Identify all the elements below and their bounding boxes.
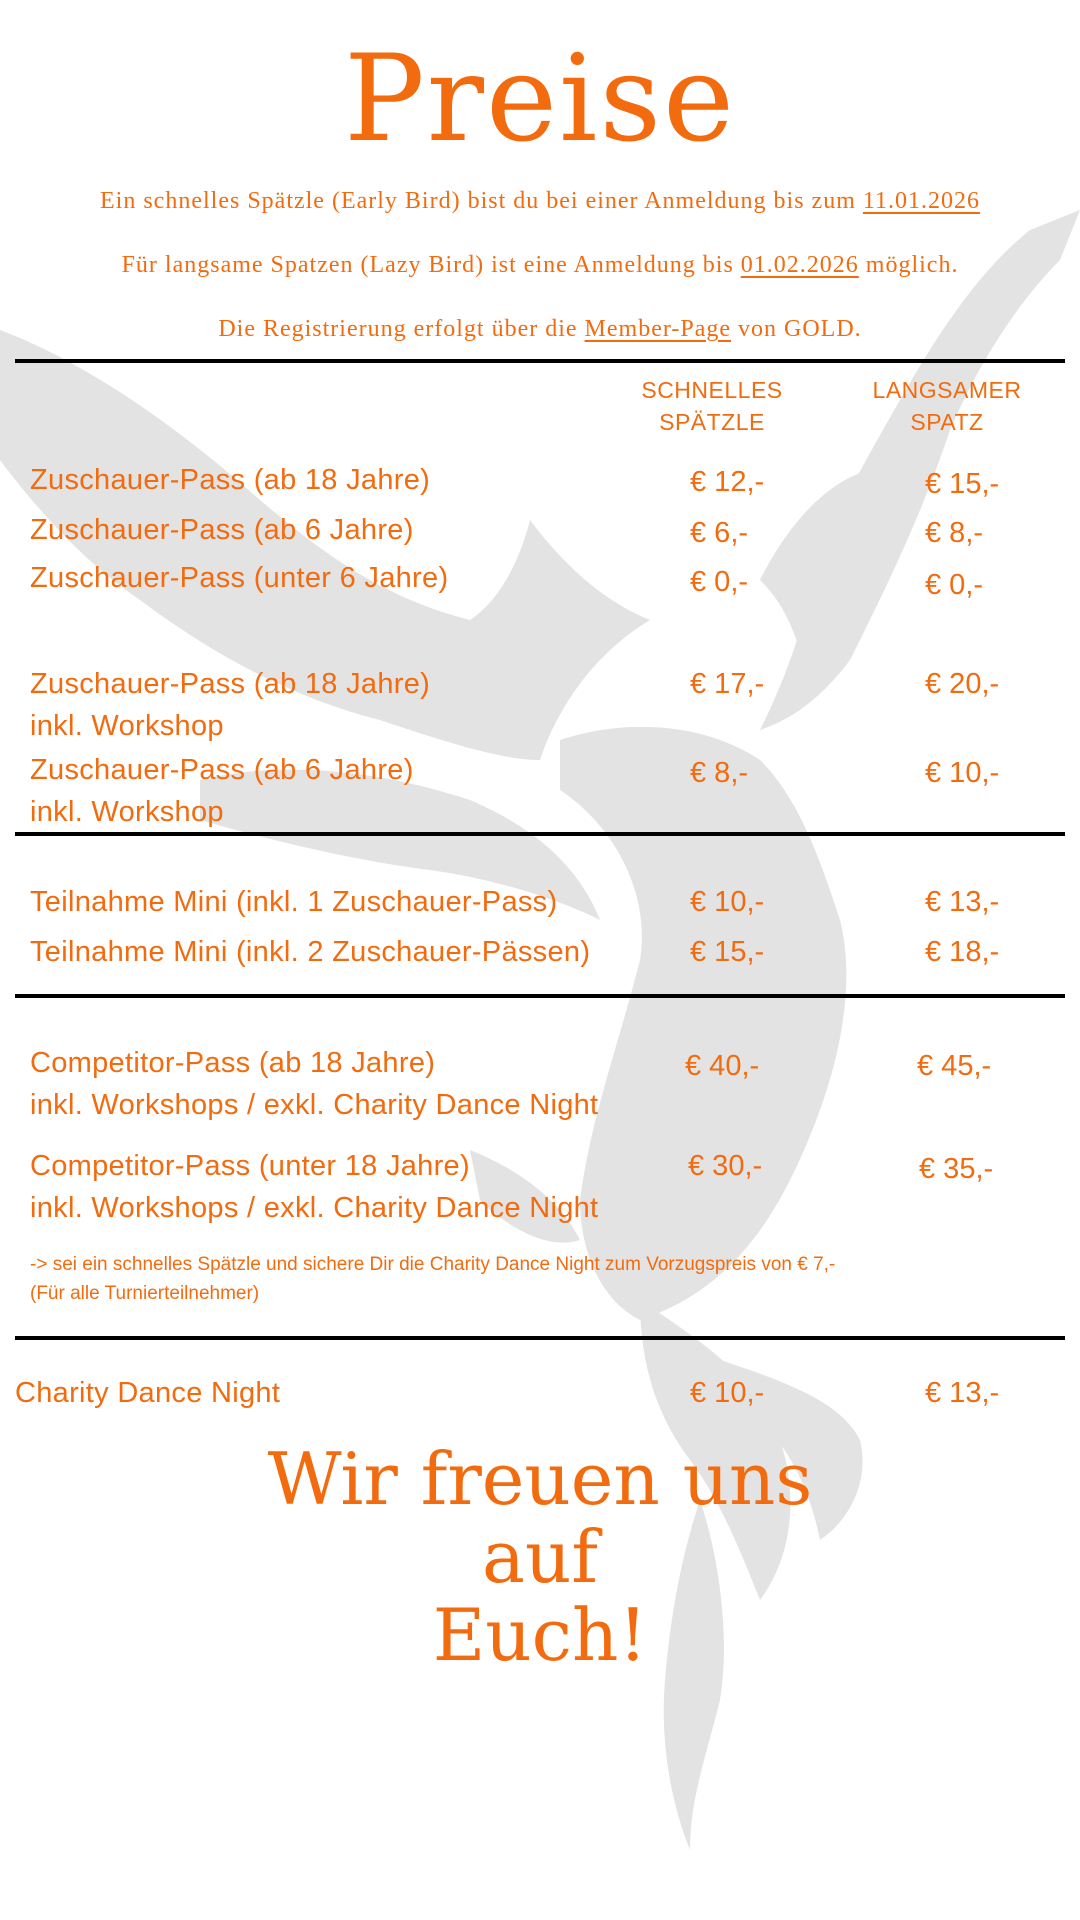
price-row-label: Zuschauer-Pass (ab 6 Jahre): [30, 514, 414, 546]
column-header-late: LANGSAMER SPATZ: [872, 377, 1022, 435]
price-row-label: Teilnahme Mini (inkl. 2 Zuschauer-Pässen): [30, 936, 591, 968]
price-early: € 17,-: [690, 668, 765, 700]
price-early: € 12,-: [690, 466, 765, 498]
price-row-label: Teilnahme Mini (inkl. 1 Zuschauer-Pass): [30, 886, 558, 918]
price-late: € 18,-: [925, 936, 1000, 968]
closing-line-1: Wir freuen uns: [267, 1437, 813, 1521]
price-early: € 6,-: [690, 517, 749, 549]
note-participants: (Für alle Turnierteilnehmer): [30, 1283, 260, 1304]
divider: [15, 1336, 1065, 1340]
price-row-sublabel: inkl. Workshop: [30, 710, 224, 742]
price-early: € 10,-: [690, 1377, 765, 1409]
price-late: € 15,-: [925, 468, 1000, 500]
price-late: € 35,-: [919, 1153, 994, 1185]
price-row-label: Zuschauer-Pass (unter 6 Jahre): [30, 562, 449, 594]
intro-early-bird: [0, 188, 1080, 215]
price-late: € 45,-: [917, 1050, 992, 1082]
price-late: € 0,-: [925, 569, 984, 601]
price-early: € 0,-: [690, 566, 749, 598]
closing-line-2: auf: [482, 1515, 598, 1599]
intro-registration-suffix: von GOLD.: [731, 316, 862, 342]
intro-lazy-bird-text: Für langsame Spatzen (Lazy Bird) ist eine Anmeldung bis: [121, 252, 741, 278]
intro-lazy-bird: [0, 252, 1080, 279]
price-late: € 8,-: [925, 517, 984, 549]
divider: [15, 832, 1065, 836]
price-late: € 13,-: [925, 886, 1000, 918]
member-page-link[interactable]: Member-Page: [584, 316, 732, 342]
price-row-label: Charity Dance Night: [15, 1377, 281, 1409]
early-bird-date: 11.01.2026: [862, 188, 980, 214]
price-row-label: Zuschauer-Pass (ab 6 Jahre): [30, 754, 414, 786]
column-header-early: SCHNELLES SPÄTZLE: [641, 377, 783, 435]
price-late: € 10,-: [925, 757, 1000, 789]
price-early: € 10,-: [690, 886, 765, 918]
price-late: € 13,-: [925, 1377, 1000, 1409]
price-early: € 30,-: [688, 1150, 763, 1182]
price-early: € 40,-: [685, 1050, 760, 1082]
divider: [15, 359, 1065, 363]
intro-registration-text: Die Registrierung erfolgt über die: [218, 316, 585, 342]
price-row-sublabel: inkl. Workshop: [30, 796, 224, 828]
price-row-label: Zuschauer-Pass (ab 18 Jahre): [30, 464, 431, 496]
price-late: € 20,-: [925, 668, 1000, 700]
price-row-sublabel: inkl. Workshops / exkl. Charity Dance Night: [30, 1089, 599, 1121]
price-row-sublabel: inkl. Workshops / exkl. Charity Dance Night: [30, 1192, 599, 1224]
price-early: € 8,-: [690, 757, 749, 789]
intro-lazy-bird-suffix: möglich.: [858, 252, 959, 278]
price-early: € 15,-: [690, 936, 765, 968]
divider: [15, 994, 1065, 998]
lazy-bird-date: 01.02.2026: [740, 252, 859, 278]
price-row-label: Competitor-Pass (ab 18 Jahre): [30, 1047, 436, 1079]
note-early-bird: -> sei ein schnelles Spätzle und sichere Dir die Charity Dance Night zum Vorzugspreis von € 7,-: [30, 1254, 836, 1275]
price-row-label: Zuschauer-Pass (ab 18 Jahre): [30, 668, 431, 700]
intro-registration: [0, 316, 1080, 343]
page-title: Preise: [343, 30, 737, 169]
intro-early-bird-text: Ein schnelles Spätzle (Early Bird) bist du bei einer Anmeldung bis zum: [100, 188, 863, 214]
closing-line-3: Euch!: [432, 1593, 648, 1677]
price-row-label: Competitor-Pass (unter 18 Jahre): [30, 1150, 470, 1182]
